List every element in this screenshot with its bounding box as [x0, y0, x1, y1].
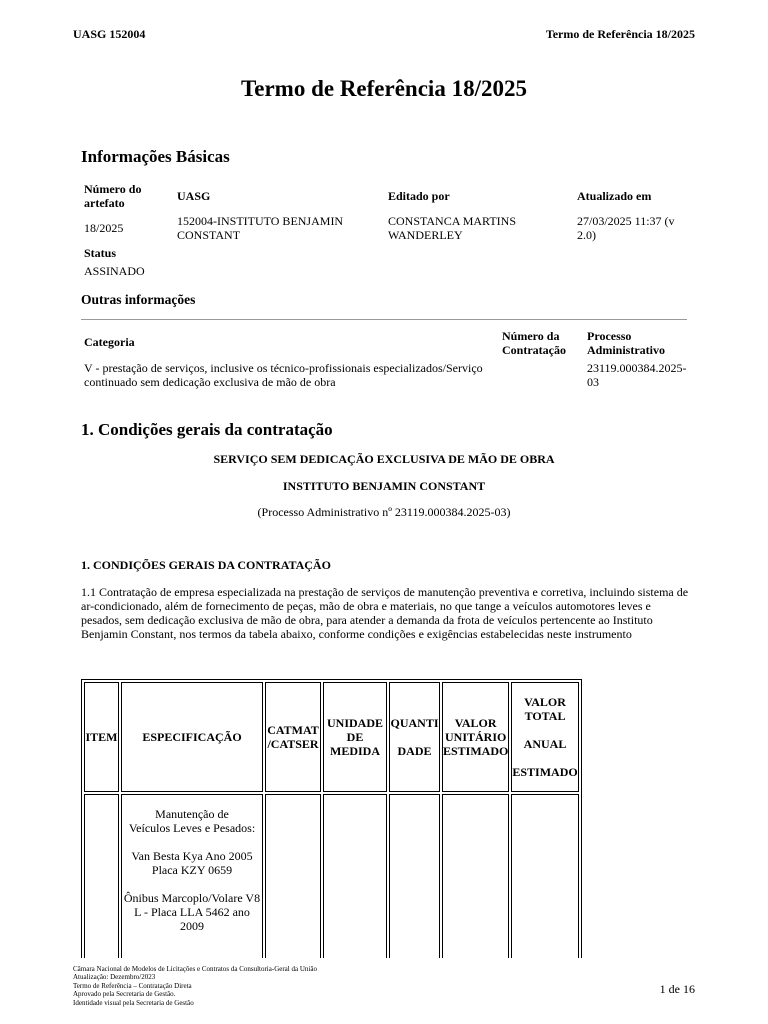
footer-line: Aprovado pela Secretaria de Gestão. — [73, 990, 176, 999]
header-unit-value: VALOR UNITÁRIO ESTIMADO — [442, 682, 509, 792]
category-label: Categoria — [84, 335, 135, 349]
header-item: ITEM — [84, 682, 119, 792]
status-label: Status — [84, 246, 117, 260]
artifact-number-value: 18/2025 — [84, 221, 124, 235]
footer-line: Atualização: Dezembro/2023 — [73, 973, 156, 982]
footer-notes — [73, 965, 317, 1007]
process-label: Processo Administrativo — [587, 329, 665, 357]
section1-subheading: 1. CONDIÇÕES GERAIS DA CONTRATAÇÃO — [81, 558, 331, 572]
edited-by-value: CONSTANCA MARTINS WANDERLEY — [388, 214, 517, 242]
page-title: Termo de Referência 18/2025 — [241, 76, 527, 101]
section1-paragraph: 1.1 Contratação de empresa especializada na prestação de serviços de manutenção preventiva e corretiva, incluindo sistema de ar-condicionado, além de fornecimento de peças, mão de obra e materiais, no que tange a veículos automotores leves e pesados, sem dedicação exclusiva de mão de obra, para atender a demanda da frota de veículos pertencente ao Instituto Benjamin Constant, nos termos da tabela abaixo, conforme condições e exigências estabelecidas neste instrumento — [81, 585, 689, 641]
process-line: (Processo Administrativo nº 23119.000384.2025-03) — [257, 505, 511, 519]
footer-line: Câmara Nacional de Modelos de Licitações e Contratos da Consultoria-Geral da União — [73, 965, 317, 973]
header-quantity: QUANTI DADE — [389, 682, 440, 792]
edited-by-label: Editado por — [388, 189, 450, 203]
header-doc-ref: Termo de Referência 18/2025 — [545, 27, 695, 41]
header-catmat: CATMAT /CATSER — [265, 682, 321, 792]
table-header-row — [84, 682, 579, 792]
updated-label: Atualizado em — [577, 189, 652, 203]
header-uasg: UASG 152004 — [73, 27, 146, 41]
header-spec: ESPECIFICAÇÃO — [121, 682, 263, 792]
uasg-value: 152004-INSTITUTO BENJAMIN CONSTANT — [177, 214, 344, 242]
footer-line: Termo de Referência – Contratação Direta — [73, 981, 192, 990]
service-type-line: SERVIÇO SEM DEDICAÇÃO EXCLUSIVA DE MÃO DE OBRA — [213, 452, 555, 466]
row1-spec: Manutenção de Veículos Leves e Pesados: Van Besta Kya Ano 2005 Placa KZY 0659 Ônibus Marcoplo/Volare V8 L - Placa LLA 5462 ano 2009 — [121, 794, 263, 994]
header-unit: UNIDADE DE MEDIDA — [323, 682, 387, 792]
process-value: 23119.000384.2025-03 — [587, 361, 687, 389]
institution-line: INSTITUTO BENJAMIN CONSTANT — [282, 479, 486, 493]
section1-heading: 1. Condições gerais da contratação — [81, 420, 333, 439]
spec-table — [81, 679, 582, 997]
page-number: 1 de 16 — [659, 982, 695, 996]
header-total-value: VALOR TOTAL ANUAL ESTIMADO — [511, 682, 578, 792]
section-divider — [81, 319, 687, 320]
artifact-number-label: Número do artefato — [84, 182, 142, 210]
status-value: ASSINADO — [84, 264, 145, 278]
basic-info-heading: Informações Básicas — [81, 147, 230, 166]
uasg-label: UASG — [177, 189, 211, 203]
footer-line: Identidade visual pela Secretaria de Gestão — [73, 998, 194, 1007]
other-info-heading: Outras informações — [81, 292, 196, 307]
updated-value: 27/03/2025 11:37 (v 2.0) — [577, 214, 675, 242]
contract-number-label: Número da Contratação — [502, 329, 566, 357]
category-value: V - prestação de serviços, inclusive os técnico-profissionais especializados/Serviço continuado sem dedicação exclusiva de mão de obra — [84, 361, 483, 389]
